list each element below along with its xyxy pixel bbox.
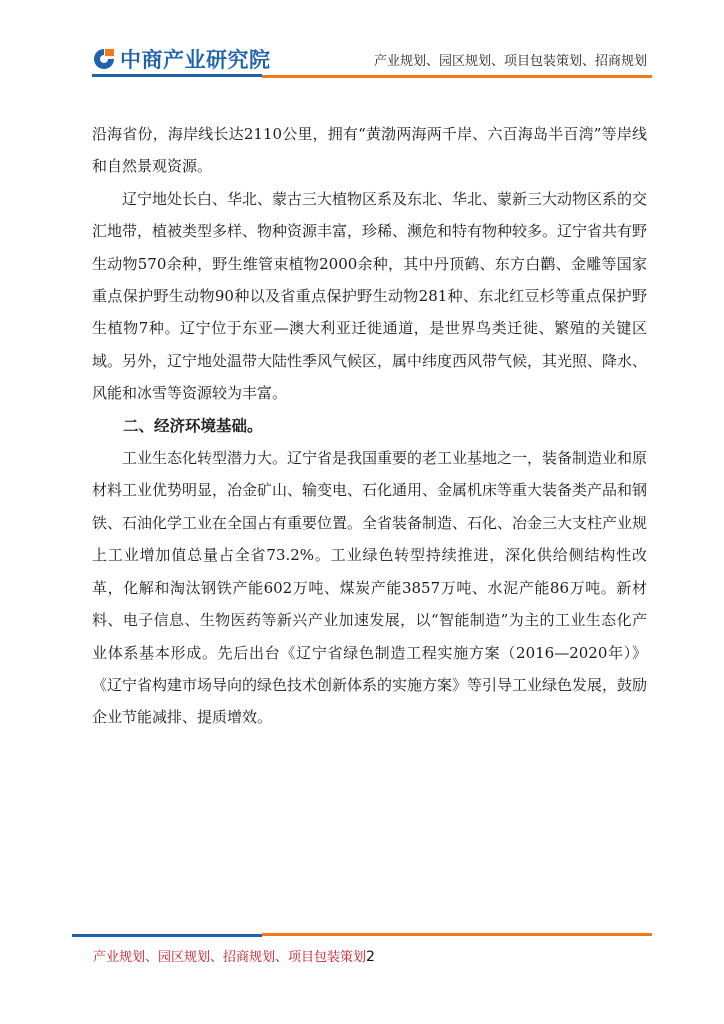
- logo-mark-icon: [92, 47, 116, 71]
- section-heading-economy: 二、经济环境基础。: [123, 415, 263, 435]
- page-header: [0, 0, 724, 90]
- page-footer: [93, 946, 375, 965]
- paragraph-industry: 工业生态化转型潜力大。辽宁省是我国重要的老工业基地之一，装备制造业和原材料工业优势明显，冶金矿山、输变电、石化通用、金属机床等重大装备类产品和钢铁、石油化学工业在全国占有重要位置。全省装备制造、石化、冶金三大支柱产业规上工业增加值总量占全省73.2%。工业绿色转型持续推进，深化供给侧结构性改革，化解和淘汰钢铁产能602万吨、煤炭产能3857万吨、水泥产能86万吨。新材料、电子信息、生物医药等新兴产业加速发展，以“智能制造”为主的工业生态化产业体系基本形成。先后出台《辽宁省绿色制造工程实施方案（2016—2020年）》《辽宁省构建市场导向的绿色技术创新体系的实施方案》等引导工业绿色发展，鼓励企业节能减排、提质增效。: [92, 449, 648, 727]
- header-rule-orange: [262, 75, 652, 78]
- header-rule-blue: [92, 74, 262, 77]
- footer-tagline: 产业规划、园区规划、招商规划、项目包装策划: [93, 950, 367, 965]
- header-tagline: 产业规划、园区规划、项目包装策划、招商规划: [373, 54, 647, 69]
- paragraph-coastline: 沿海省份，海岸线长达2110公里，拥有“黄渤两海两千岸、六百海岛半百湾”等岸线和自然景观资源。: [92, 125, 647, 176]
- footer-rule-orange: [262, 933, 652, 936]
- page-number: 2: [366, 949, 375, 965]
- logo-text: 中商产业研究院: [120, 48, 271, 72]
- paragraph-ecology: 辽宁地处长白、华北、蒙古三大植物区系及东北、华北、蒙新三大动物区系的交汇地带，植被类型多样、物种资源丰富，珍稀、濒危和特有物种较多。辽宁省共有野生动物570余种，野生维管束植物2000余种，其中丹顶鹤、东方白鹳、金雕等国家重点保护野生动物90种以及省重点保护野生动物281种、东北红豆杉等重点保护野生植物7种。辽宁位于东亚—澳大利亚迁徙通道，是世界鸟类迁徙、繁殖的关键区域。另外，辽宁地处温带大陆性季风气候区，属中纬度西风带气候，其光照、降水、风能和冰雪等资源较为丰富。: [92, 189, 648, 403]
- company-logo: [92, 44, 271, 74]
- document-body: [92, 118, 647, 734]
- footer-rule-blue: [72, 934, 262, 937]
